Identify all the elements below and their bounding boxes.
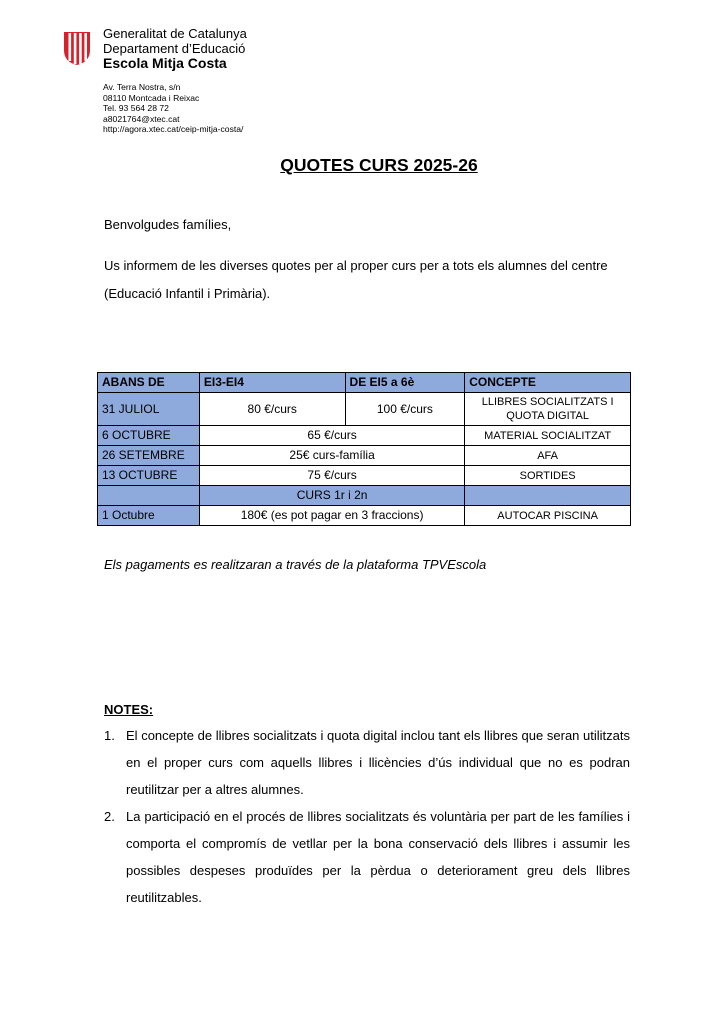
address-street: Av. Terra Nostra, s/n [103,82,181,92]
institution-header [103,26,247,71]
note-item [104,803,630,911]
header-concept: CONCEPTE [465,373,631,393]
department-name: Departament d’Educació [103,41,246,56]
table-header-row [98,373,631,393]
address-email[interactable]: a8021764@xtec.cat [103,113,180,124]
header-deadline: ABANS DE [98,373,200,393]
row-concept: AFA [465,446,631,466]
school-address [103,82,243,135]
table-row [98,393,631,426]
note-text: El concepte de llibres socialitzats i quota digital inclou tant els llibres que seran utilitzats en el proper curs com aquells llibres i llicències d’ús individual que no es podran reutilitzar per a altres alumnes. [126,728,630,797]
row-amount: 25€ curs-família [199,446,464,466]
document-title: QUOTES CURS 2025-26 [280,155,478,175]
row-deadline: 1 Octubre [98,506,200,526]
payments-note: Els pagaments es realitzaran a través de la plataforma TPVEscola [104,557,487,572]
note-item [104,722,630,803]
note-number: 2. [104,809,115,824]
table-row [98,446,631,466]
notes-heading: NOTES: [104,702,154,717]
row-deadline: 6 OCTUBRE [98,426,200,446]
row-concept: MATERIAL SOCIALITZAT [465,426,631,446]
generalitat-senyera-emblem-icon [62,30,92,66]
address-city: 08110 Montcada i Reixac [103,92,200,103]
institution-name: Generalitat de Catalunya [103,26,247,41]
table-row [98,506,631,526]
row-amount: 75 €/curs [199,466,464,486]
row-concept: AUTOCAR PISCINA [465,506,631,526]
note-number: 1. [104,728,115,743]
row-concept [465,486,631,506]
greeting: Benvolgudes famílies, [104,217,232,232]
table-row [98,466,631,486]
notes-list [104,722,630,911]
row-deadline: 31 JULIOL [98,393,200,426]
row-amount: 65 €/curs [199,426,464,446]
fees-table [97,372,631,526]
row-concept: LLIBRES SOCIALITZATS I QUOTA DIGITAL [465,393,631,426]
header-ei3-ei4: EI3-EI4 [199,373,345,393]
address-phone: Tel. 93 564 28 72 [103,103,169,114]
table-row [98,426,631,446]
intro-paragraph: Us informem de les diverses quotes per al proper curs per a tots els alumnes del centre (Educació Infantil i Primària). [104,258,608,301]
header-ei5-6: DE EI5 a 6è [345,373,465,393]
note-text: La participació en el procés de llibres socialitzats és voluntària per part de les famílies i comporta el compromís de vetllar per la bona conservació dels llibres i assumir les possibles despeses produïdes per la pèrdua o deteriorament greu dels llibres reutilitzables. [126,809,630,905]
table-row [98,486,631,506]
row-deadline: 13 OCTUBRE [98,466,200,486]
address-website[interactable]: http://agora.xtec.cat/ceip-mitja-costa/ [103,124,244,135]
row-amount: 180€ (es pot pagar en 3 fraccions) [199,506,464,526]
row-section-label: CURS 1r i 2n [199,486,464,506]
school-name: Escola Mitja Costa [103,55,227,71]
row-deadline [98,486,200,506]
row-amount-ei5: 100 €/curs [345,393,465,426]
row-amount-ei3: 80 €/curs [199,393,345,426]
row-deadline: 26 SETEMBRE [98,446,200,466]
row-concept: SORTIDES [465,466,631,486]
